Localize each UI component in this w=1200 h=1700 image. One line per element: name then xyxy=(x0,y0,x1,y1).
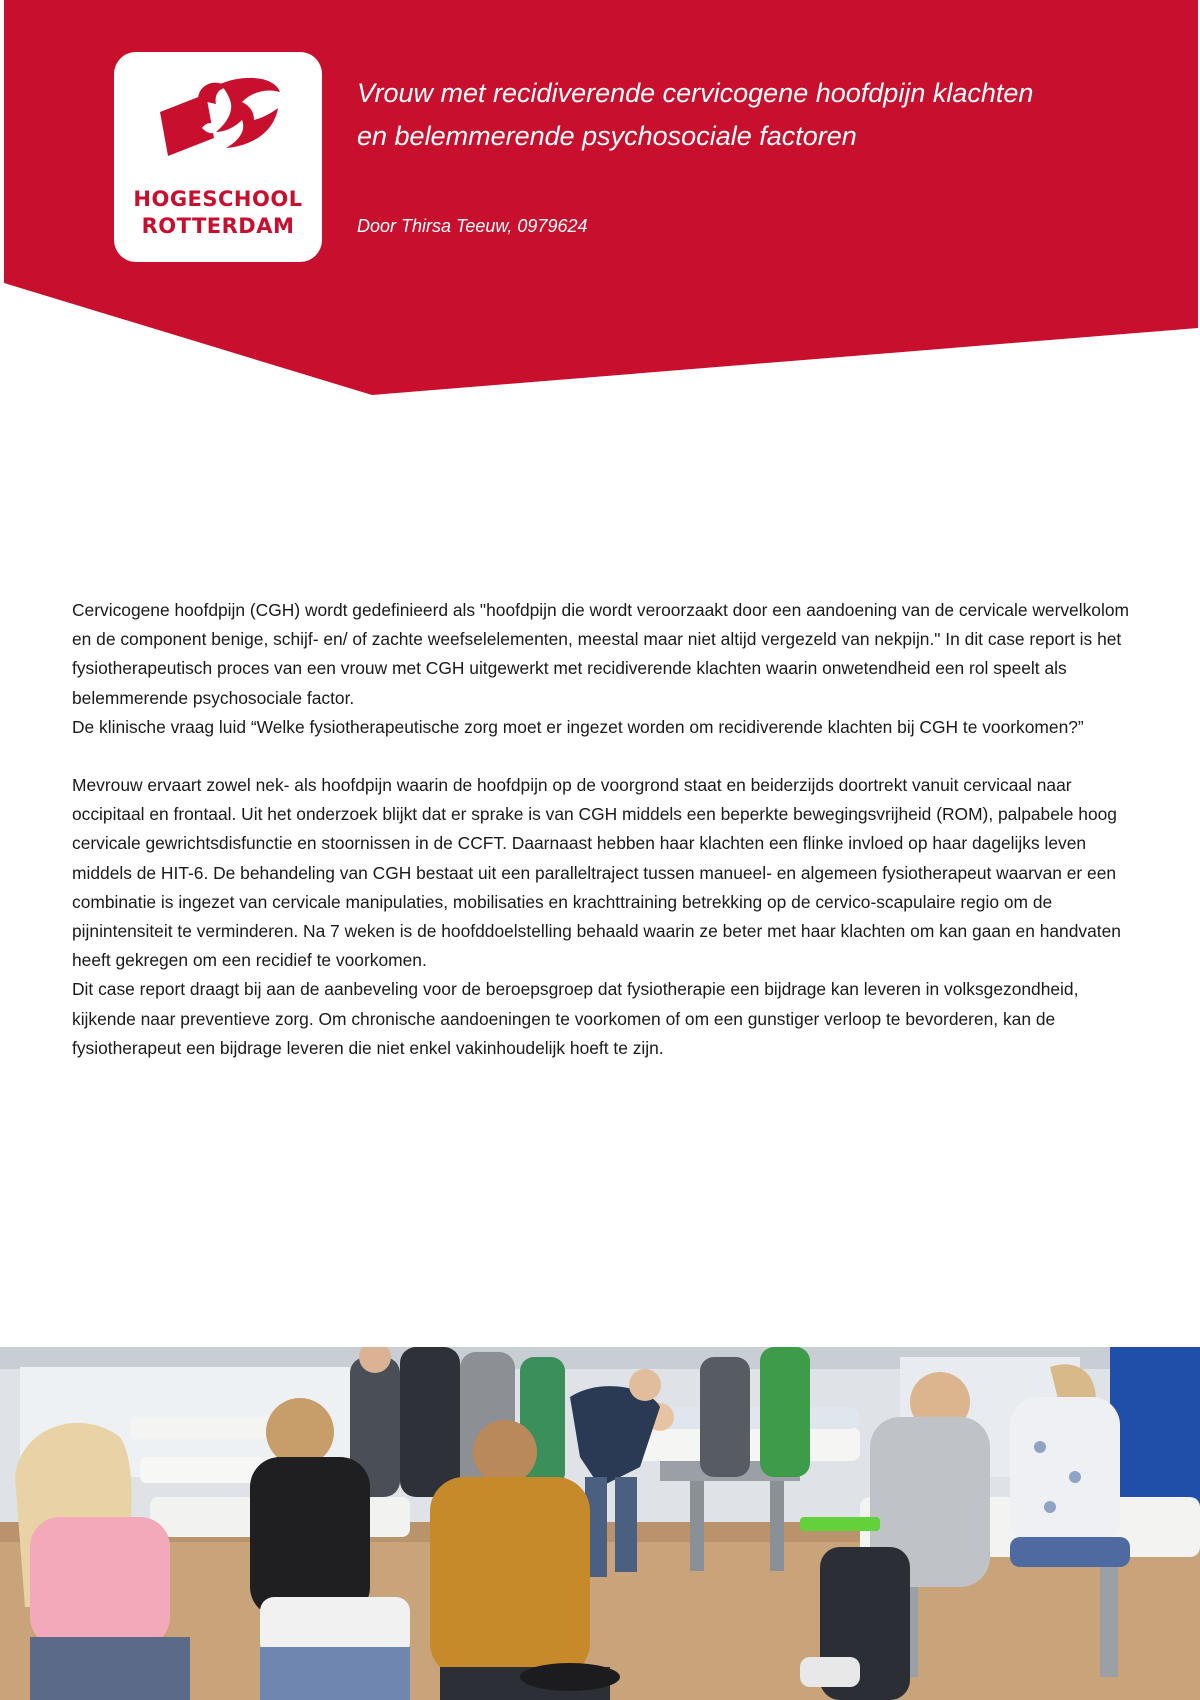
document-author: Door Thirsa Teeuw, 0979624 xyxy=(357,216,588,236)
logo-mark-icon xyxy=(154,74,282,170)
logo-text-line1: HOGESCHOOL xyxy=(133,187,303,211)
classroom-photo xyxy=(0,1347,1200,1700)
paragraph-findings: Mevrouw ervaart zowel nek- als hoofdpijn waarin de hoofdpijn op de voorgrond staat en beiderzijds doortrekt vanuit cervicaal naar occipitaal en frontaal. Uit het onderzoek blijkt dat er sprake is van CGH middels een beperkte bewegingsvrijheid (ROM), palpabele hoog cervicale gewrichtsdisfunctie en stoornissen in de CCFT. Daarnaast hebben haar klachten een flinke invloed op haar dagelijks leven middels de HIT-6. De behandeling van CGH bestaat uit een paralleltraject tussen manueel- en algemeen fysiotherapeut waarvan er een combinatie is ingezet van cervicale manipulaties, mobilisaties en krachttraining betrekking op de cervico-scapulaire regio om de pijnintensiteit te verminderen. Na 7 weken is de hoofddoelstelling behaald waarin ze beter met haar klachten om kan gaan en handvaten heeft gekregen om een recidief te voorkomen. xyxy=(72,775,1121,971)
abstract-text xyxy=(72,596,1132,1063)
hogeschool-rotterdam-logo xyxy=(114,52,322,262)
paragraph-conclusion: Dit case report draagt bij aan de aanbeveling voor de beroepsgroep dat fysiotherapie een bijdrage kan leveren in volksgezondheid, kijkende naar preventieve zorg. Om chronische aandoeningen te voorkomen of om een gunstiger verloop te bevorderen, kan de fysiotherapeut een bijdrage leveren die niet enkel vakinhoudelijk hoeft te zijn. xyxy=(72,979,1079,1058)
document-title-line2: en belemmerende psychosociale factoren xyxy=(357,121,857,151)
paragraph-introduction: Cervicogene hoofdpijn (CGH) wordt gedefinieerd als "hoofdpijn die wordt veroorzaakt door een aandoening van de cervicale wervelkolom en de component benige, schijf- en/ of zachte weefselelementen, meestal maar niet altijd vergezeld van nekpijn." In dit case report is het fysiotherapeutisch proces van een vrouw met CGH uitgewerkt met recidiverende klachten waarin onwetendheid een rol speelt als belemmerende psychosociale factor. xyxy=(72,600,1129,708)
logo-text-line2: ROTTERDAM xyxy=(141,214,295,238)
document-title-line1: Vrouw met recidiverende cervicogene hoofdpijn klachten xyxy=(357,78,1034,108)
document-title xyxy=(357,72,1157,158)
paragraph-clinical-question: De klinische vraag luid “Welke fysiotherapeutische zorg moet er ingezet worden om recidiverende klachten bij CGH te voorkomen?” xyxy=(72,716,1084,737)
paragraph-spacer xyxy=(72,742,1132,771)
